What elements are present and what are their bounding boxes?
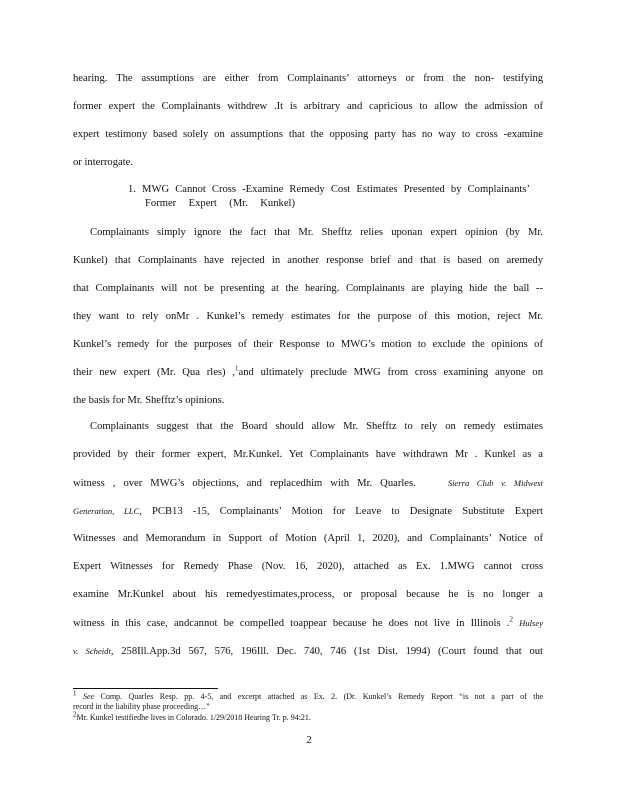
- case-citation: Sierra Club v. Midwest: [447, 478, 543, 488]
- body-line: Complainants simply ignore the fact that Mr. Shefftz relies uponan expert opinion (by Mr.: [90, 227, 543, 238]
- body-line: [73, 616, 543, 631]
- case-citation: v. Scheidt: [73, 646, 111, 656]
- body-line: Witnesses and Memorandum in Support of Motion (April 1, 2020), and Complainants’ Notice of: [73, 533, 543, 544]
- body-line: [73, 476, 543, 491]
- body-text: witness , over MWG’s objections, and replacedhim with Mr. Quarles.: [73, 478, 416, 489]
- section-heading-line1: 1. MWG Cannot Cross -Examine Remedy Cost Estimates Presented by Complainants’: [128, 184, 530, 195]
- body-text: their new expert (Mr. Qua rles) ,: [73, 367, 236, 378]
- page-number: 2: [306, 734, 312, 746]
- case-citation: Hulsey: [519, 618, 544, 628]
- case-citation: Generation, LLC: [73, 506, 140, 516]
- body-line: [73, 644, 543, 659]
- body-line: that Complainants will not be presenting at the hearing. Complainants are playing hide the ball --: [73, 283, 543, 294]
- body-line: [73, 504, 543, 519]
- footnote-marker: 1: [73, 689, 77, 698]
- footnote-divider: [73, 688, 218, 689]
- body-line: former expert the Complainants withdrew .It is arbitrary and capricious to allow the admission of: [73, 101, 543, 112]
- body-line: Expert Witnesses for Remedy Phase (Nov. 16, 2020), attached as Ex. 1.MWG cannot cross: [73, 561, 543, 572]
- footnote-ref-2[interactable]: 2: [509, 615, 513, 624]
- body-line: hearing. The assumptions are either from Complainants’ attorneys or from the non- testifying: [73, 73, 543, 84]
- body-text: , PCB13 -15, Complainants’ Motion for Leave to Designate Substitute Expert: [139, 506, 543, 517]
- footnote-1-cont: record in the liability phase proceeding…”: [73, 702, 210, 711]
- body-line: Kunkel’s remedy for the purposes of their Response to MWG’s motion to exclude the opinions of: [73, 339, 543, 350]
- footnote-text: Comp. Quarles Resp. pp. 4-5, and excerpt attached as Ex. 2. (Dr. Kunkel’s Remedy Report “is not a part of the: [94, 692, 543, 701]
- body-line: Kunkel) that Complainants have rejected in another response brief and that is based on aremedy: [73, 255, 543, 266]
- section-heading-line2: Former Expert (Mr. Kunkel): [145, 198, 295, 209]
- body-text: , 258Ill.App.3d 567, 576, 196Ill. Dec. 740, 746 (1st Dist. 1994) (Court found that out: [110, 646, 543, 657]
- body-text: and ultimately preclude MWG from cross examining anyone on: [238, 367, 543, 378]
- footnote-ref-1[interactable]: 1: [235, 364, 239, 373]
- footnote-text: Mr. Kunkel testifiedhe lives in Colorado. 1/29/2018 Hearing Tr. p. 94:21.: [76, 713, 311, 722]
- body-line: the basis for Mr. Shefftz’s opinions.: [73, 395, 225, 406]
- body-line: [73, 366, 543, 380]
- body-line: provided by their former expert, Mr.Kunkel. Yet Complainants have withdrawn Mr . Kunkel as a: [73, 449, 543, 460]
- body-text: witness in this case, andcannot be compelled toappear because he does not live in Illinois .: [73, 618, 510, 629]
- footnote-marker: 2: [73, 710, 77, 719]
- body-line: expert testimony based solely on assumptions that the opposing party has no way to cross -examine: [73, 129, 543, 140]
- footnote-signal: See: [82, 692, 95, 701]
- footnote-1: [73, 689, 543, 702]
- body-line: they want to rely onMr . Kunkel’s remedy estimates for the purpose of this motion, reject Mr.: [73, 311, 543, 322]
- footnote-2: [73, 710, 543, 723]
- body-line: Complainants suggest that the Board should allow Mr. Shefftz to rely on remedy estimates: [90, 421, 543, 432]
- body-line: examine Mr.Kunkel about his remedyestimates,process, or proposal because he is no longer a: [73, 589, 543, 600]
- body-line: or interrogate.: [73, 157, 134, 168]
